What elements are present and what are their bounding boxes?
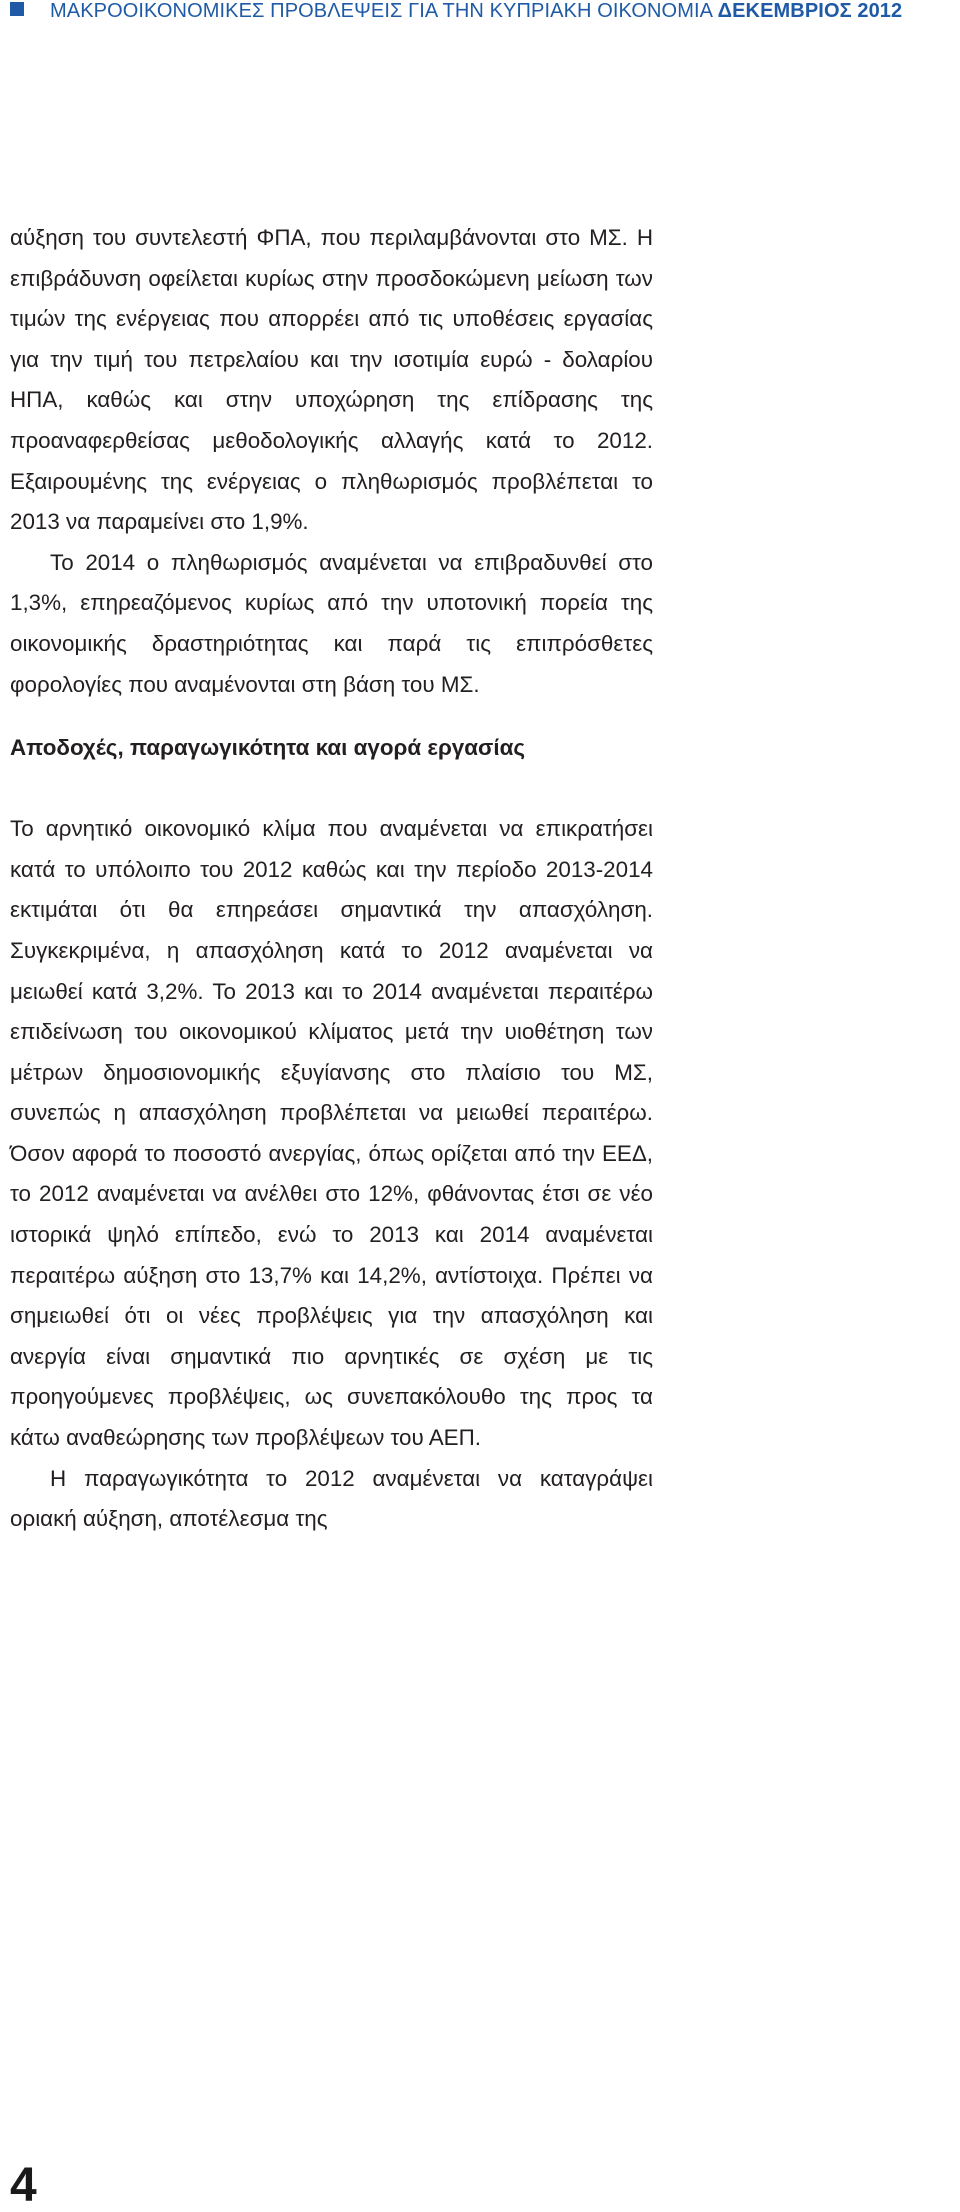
- header-date: ΔΕΚΕΜΒΡΙΟΣ 2012: [717, 0, 903, 22]
- header-text: [50, 0, 902, 22]
- body-paragraph-4: Η παραγωγικότητα το 2012 αναμένεται να καταγράψει οριακή αύξηση, αποτέλεσμα της: [10, 1465, 653, 1532]
- header-title: ΜΑΚΡΟΟΙΚΟΝΟΜΙΚΕΣ ΠΡΟΒΛΕΨΕΙΣ ΓΙΑ ΤΗΝ ΚΥΠΡΙΑΚΗ ΟΙΚΟΝΟΜΙΑ: [50, 0, 712, 22]
- body-paragraph-1: αύξηση του συντελεστή ΦΠΑ, που περιλαμβάνονται στο ΜΣ. Η επιβράδυνση οφείλεται κυρίως στην προσδοκώμενη μείωση των τιμών της ενέργειας που απορρέει από τις υποθέσεις εργασίας για την τιμή του πετρελαίου και την ισοτιμία ευρώ - δολαρίου ΗΠΑ, καθώς και στην υποχώρηση της επίδρασης της προαναφερθείσας μεθοδολογικής αλλαγής κατά το 2012. Εξαιρουμένης της ενέργειας ο πληθωρισμός προβλέπεται το 2013 να παραμείνει στο 1,9%.: [10, 225, 653, 535]
- main-text-column: [10, 218, 653, 1540]
- body-paragraph-2: Το 2014 ο πληθωρισμός αναμένεται να επιβραδυνθεί στο 1,3%, επηρεαζόμενος κυρίως από την υποτονική πορεία της οικονομικής δραστηριότητας και παρά τις επιπρόσθετες φορολογίες που αναμένονται στη βάση του ΜΣ.: [10, 549, 653, 697]
- body-paragraph-3: Το αρνητικό οικονομικό κλίμα που αναμένεται να επικρατήσει κατά το υπόλοιπο του 2012 καθώς και την περίοδο 2013-2014 εκτιμάται ότι θα επηρεάσει σημαντικά την απασχόληση. Συγκεκριμένα, η απασχόληση κατά το 2012 αναμένεται να μειωθεί κατά 3,2%. Το 2013 και το 2014 αναμένεται περαιτέρω επιδείνωση του οικονομικού κλίματος μετά την υιοθέτηση των μέτρων δημοσιονομικής εξυγίανσης στο πλαίσιο του ΜΣ, συνεπώς η απασχόληση προβλέπεται να μειωθεί περαιτέρω. Όσον αφορά το ποσοστό ανεργίας, όπως ορίζεται από την ΕΕΔ, το 2012 αναμένεται να ανέλθει στο 12%, φθάνοντας έτσι σε νέο ιστορικά ψηλό επίπεδο, ενώ το 2013 και 2014 αναμένεται περαιτέρω αύξηση στο 13,7% και 14,2%, αντίστοιχα. Πρέπει να σημειωθεί ότι οι νέες προβλέψεις για την απασχόληση και ανεργία είναι σημαντικά πιο αρνητικές σε σχέση με τις προηγούμενες προβλέψεις, ως συνεπακόλουθο της προς τα κάτω αναθεώρησης των προβλέψεων του ΑΕΠ.: [10, 816, 653, 1451]
- section-heading: Αποδοχές, παραγωγικότητα και αγορά εργασίας: [10, 735, 525, 761]
- running-header: [10, 0, 960, 30]
- header-square-marker: [10, 2, 24, 16]
- page-number: 4: [10, 2159, 37, 2212]
